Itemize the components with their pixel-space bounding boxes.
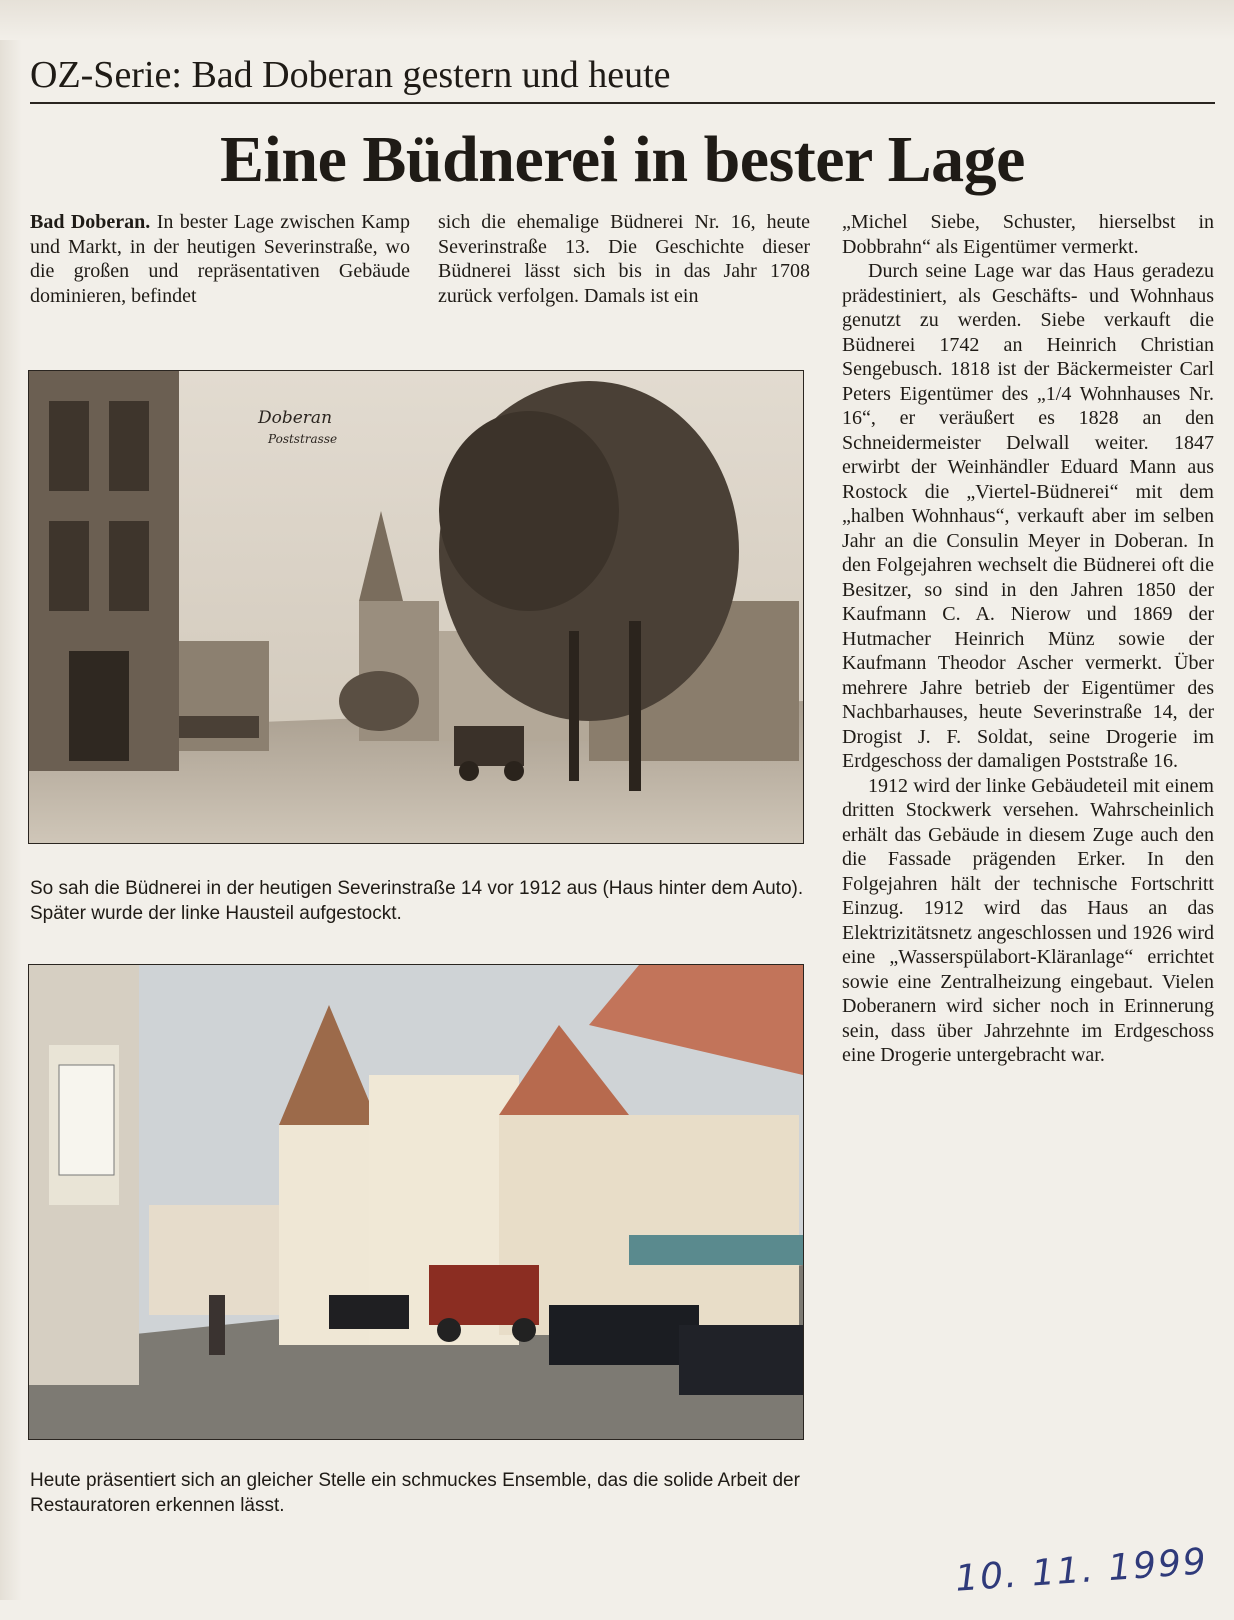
historic-street-photo (28, 370, 804, 844)
handwritten-date: 10. 11. 1999 (953, 1541, 1210, 1600)
postcard-title: Doberan (258, 408, 333, 428)
paragraph-text: sich die ehemalige Büdnerei Nr. 16, heute Severinstraße 13. Die Geschichte dieser Büdnerei lässt sich bis in das Jahr 1708 zurück verfolgen. Damals ist ein (438, 211, 810, 307)
article-paragraph (30, 210, 410, 308)
photo-caption: Heute präsentiert sich an gleicher Stelle ein schmuckes Ensemble, das die solide Arbeit der Restauratoren erkennen lässt. (30, 1470, 800, 1516)
headline: Eine Büdnerei in bester Lage (220, 123, 1025, 196)
article-column-3 (842, 210, 1214, 1068)
article-column-1 (30, 210, 410, 308)
photo-caption: So sah die Büdnerei in der heutigen Severinstraße 14 vor 1912 aus (Haus hinter dem Auto). Später wurde der linke Hausteil aufgestockt. (30, 878, 804, 924)
modern-street-photo (28, 964, 804, 1440)
previous-page-bleed (0, 0, 1234, 40)
series-title: OZ-Serie: Bad Doberan gestern und heute (30, 52, 1215, 104)
paragraph-text: „Michel Siebe, Schuster, hierselbst in Dobbrahn“ als Eigentümer vermerkt. (842, 211, 1214, 258)
article-column-2 (438, 210, 810, 308)
postcard-subtitle: Poststrasse (268, 432, 338, 446)
paragraph-text: Durch seine Lage war das Haus geradezu prädestiniert, als Geschäfts- und Wohnhaus genutzt zu werden. Siebe verkauft die Büdnerei 1742 an Heinrich Christian Sengebusch. 1818 ist der Bäckermeister Carl Peters Eigentümer des „1/4 Wohnhauses Nr. 16“, er veräußert es 1828 an den Schneidermeister Delwall weiter. 1847 erwirbt der Weinhändler Eduard Mann aus Rostock die „Viertel-Büdnerei“ mit dem „halben Wohnhaus“, verkauft aber im selben Jahr an die Consulin Meyer in Doberan. In den Folgejahren wechselt die Büdnerei oft die Besitzer, so sind in den Jahren 1850 der Kaufmann C. A. Nierow und 1869 der Hutmacher Heinrich Münz sowie der Kaufmann Theodor Ascher vermerkt. Über mehrere Jahre betrieb der Eigentümer des Nachbarhauses, heute Severinstraße 14, der Drogist J. F. Soldat, seine Drogerie im Erdgeschoss der damaligen Poststraße 16. (842, 260, 1214, 772)
paragraph-text: 1912 wird der linke Gebäudeteil mit einem dritten Stockwerk versehen. Wahrscheinlich erhält das Gebäude in diesem Zuge auch den die Fassade prägenden Erker. In den Folgejahren hält der technische Fortschritt Einzug. 1912 wird das Haus an das Elektrizitätsnetz angeschlossen und 1926 wird eine „Wasserspülabort-Kläranlage“ errichtet sowie eine Zentralheizung eingebaut. Vielen Doberanern wird sicher noch in Erinnerung sein, dass über Jahrzehnte im Erdgeschoss eine Drogerie untergebracht war. (842, 774, 1214, 1066)
dateline: Bad Doberan. (30, 211, 151, 233)
adjacent-column-bleed (0, 40, 22, 1600)
paragraph-text: In bester Lage zwischen Kamp und Markt, in der heutigen Severinstraße, wo die großen und repräsentativen Gebäude dominieren, befindet (30, 211, 410, 307)
